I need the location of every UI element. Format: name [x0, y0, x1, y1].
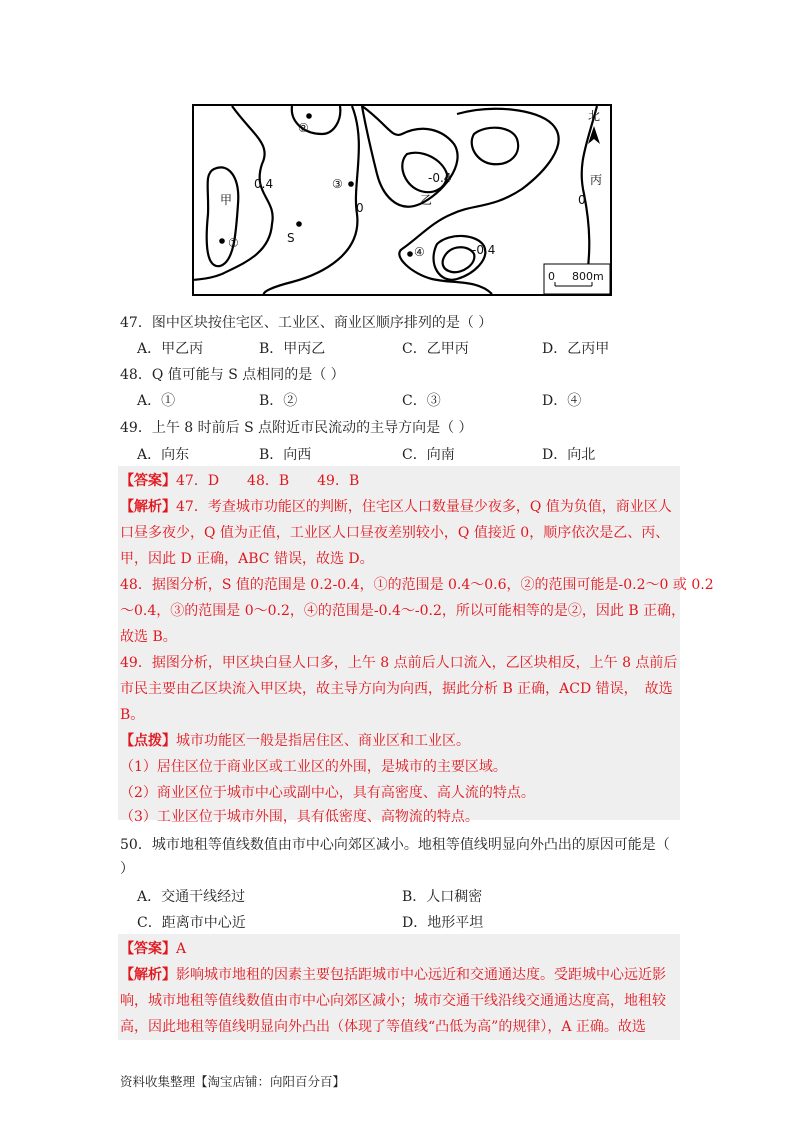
- answer-50: [120, 938, 186, 958]
- contour-label-neg0.4a: -0.4: [428, 171, 452, 185]
- q49-option-d: D．向北: [542, 447, 596, 463]
- analysis-text-1: 47．考查城市功能区的判断，住宅区人口数量昼少夜多，Q 值为负值，商业区人: [176, 499, 672, 515]
- analysis-line-4: 48．据图分析，S 值的范围是 0.2-0.4，①的范围是 0.4～0.6，②的范围可能是-0.2～0 或 0.2: [120, 577, 714, 593]
- q49-option-a: A．向东: [137, 447, 190, 463]
- contour-label-neg0.4b: -0.4: [472, 243, 496, 257]
- tip-text: 城市功能区一般是指居住区、商业区和工业区。: [176, 733, 470, 749]
- tip-tag: 【点拨】: [120, 733, 176, 749]
- question-47: 47．图中区块按住宅区、工业区、商业区顺序排列的是（ ）: [120, 315, 493, 331]
- zone-jia: 甲: [220, 193, 233, 207]
- q50-option-d: D．地形平坦: [402, 915, 484, 931]
- q47-option-d: D．乙丙甲: [542, 341, 610, 357]
- answer-50-tag: 【答案】: [120, 941, 176, 957]
- point-2: ②: [298, 121, 309, 135]
- contour-label-0a: 0: [356, 201, 364, 215]
- north-label: 北: [588, 109, 601, 123]
- q50-option-b: B．人口稠密: [402, 889, 483, 905]
- point-4: ④: [414, 245, 425, 259]
- analysis-line-7: 49．据图分析，甲区块白昼人口多，上午 8 点前后人口流入，乙区块相反，上午 8 点前后: [120, 655, 678, 671]
- q47-option-b: B．甲丙乙: [259, 341, 326, 357]
- answer-tag: 【答案】: [120, 473, 176, 489]
- analysis-50-tag: 【解析】: [120, 967, 176, 983]
- point-1: ①: [228, 236, 239, 250]
- contour-map: [192, 104, 612, 296]
- question-49: 49．上午 8 时前后 S 点附近市民流动的主导方向是（ ）: [120, 420, 473, 436]
- scale-distance: 800m: [572, 270, 604, 283]
- question-50-cont: ）: [120, 861, 134, 877]
- q48-option-a: A．①: [137, 393, 176, 409]
- question-48: 48．Q 值可能与 S 点相同的是（ ）: [120, 367, 345, 383]
- analysis-line-9: B。: [120, 707, 145, 723]
- analysis-line-1: [120, 496, 672, 516]
- contour-label-0b: 0: [578, 193, 586, 207]
- answer-47-49: [120, 470, 359, 490]
- question-50: 50．城市地租等值线数值由市中心向郊区减小。地租等值线明显向外凸出的原因可能是（: [120, 837, 670, 853]
- q50-option-c: C．距离市中心近: [137, 915, 246, 931]
- analysis-line-6: 故选 B。: [120, 629, 177, 645]
- q49-option-b: B．向西: [259, 447, 312, 463]
- point-s: S: [287, 231, 295, 245]
- tip-point-3: （3）工业区位于城市外围，具有低密度、高物流的特点。: [120, 809, 479, 825]
- q48-option-d: D．④: [542, 393, 582, 409]
- analysis-50-text-1: 影响城市地租的因素主要包括距城市中心远近和交通通达度。受距城中心远近影: [176, 967, 666, 983]
- tip-point-1: （1）居住区位于商业区或工业区的外围，是城市的主要区域。: [120, 759, 507, 775]
- analysis-50-line-2: 响，城市地租等值线数值由市中心向郊区减小；城市交通干线沿线交通通达度高，地租较: [120, 993, 666, 1009]
- analysis-line-2: 口昼多夜少，Q 值为正值，工业区人口昼夜差别较小，Q 值接近 0，顺序依次是乙、丙、: [120, 525, 670, 541]
- analysis-line-5: ～0.4，③的范围是 0～0.2，④的范围是-0.4～-0.2，所以可能相等的是②，因此 B 正确，: [120, 603, 686, 619]
- q48-option-b: B．②: [259, 393, 298, 409]
- q50-option-a: A．交通干线经过: [137, 889, 246, 905]
- zone-yi: 乙: [420, 193, 433, 207]
- answer-50-text: A: [176, 941, 187, 957]
- q47-option-a: A．甲乙丙: [137, 341, 204, 357]
- analysis-50-line-1: [120, 964, 666, 984]
- tip-point-2: （2）商业区位于城市中心或副中心，具有高密度、高人流的特点。: [120, 785, 535, 801]
- analysis-50-line-3: 高，因此地租等值线明显向外凸出（体现了等值线“凸低为高”的规律），A 正确。故选: [120, 1019, 646, 1035]
- point-3: ③: [332, 177, 343, 191]
- zone-bing: 丙: [590, 173, 603, 187]
- answer-text: 47．D 48．B 49．B: [176, 473, 360, 489]
- contour-label-0.4: 0.4: [254, 177, 274, 191]
- analysis-line-8: 市民主要由乙区块流入甲区块，故主导方向为向西，据此分析 B 正确，ACD 错误， 故选: [120, 681, 673, 697]
- q48-option-c: C．③: [402, 393, 441, 409]
- analysis-tag: 【解析】: [120, 499, 176, 515]
- q47-option-c: C．乙甲丙: [402, 341, 469, 357]
- scale-zero: 0: [548, 270, 555, 283]
- page-footer: 资料收集整理【淘宝店铺：向阳百分百】: [120, 1074, 346, 1089]
- analysis-line-3: 甲，因此 D 正确，ABC 错误，故选 D。: [120, 551, 374, 567]
- tip-line: [120, 730, 470, 750]
- q49-option-c: C．向南: [402, 447, 455, 463]
